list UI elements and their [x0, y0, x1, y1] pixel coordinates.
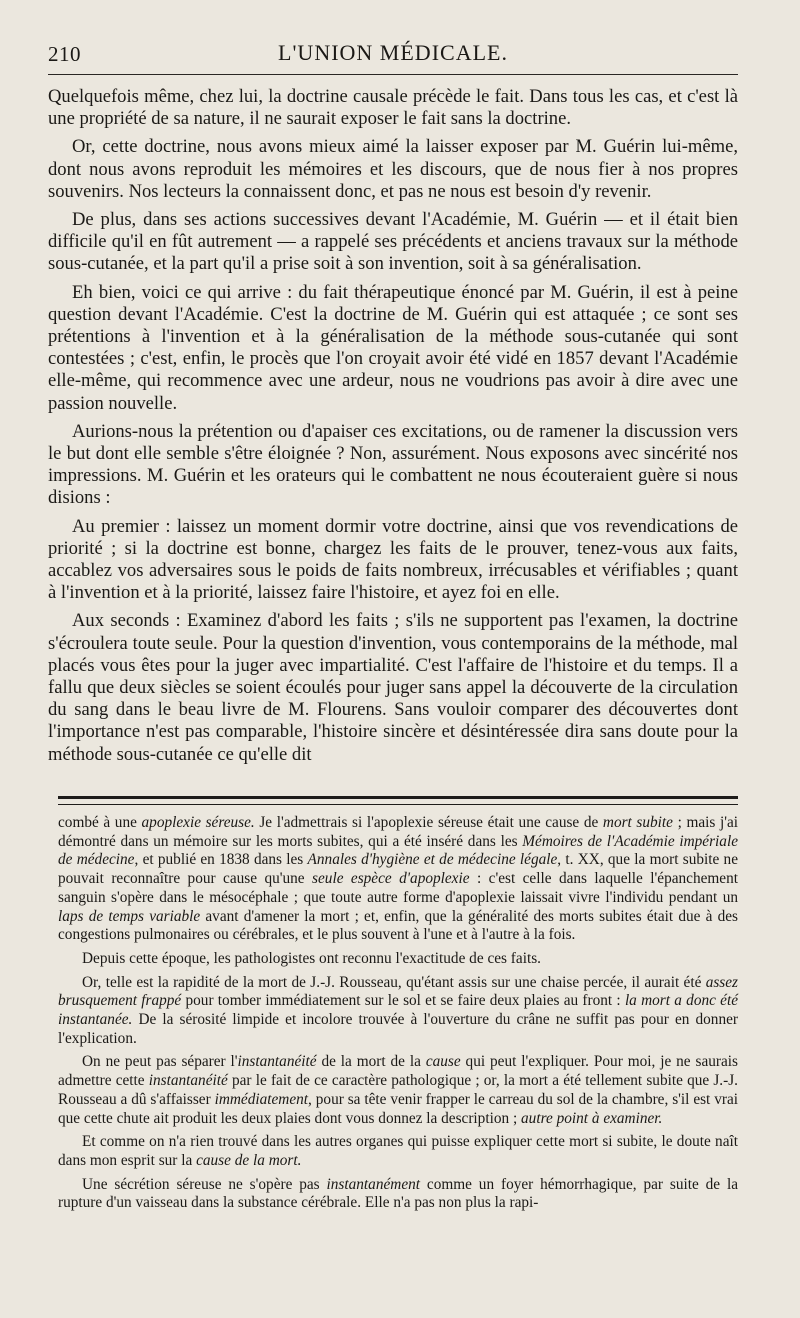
footnote-italic: mort subite	[602, 814, 673, 831]
footnote-italic: Mémoires de l'Académie impériale de médecine	[58, 832, 738, 869]
footnote-paragraph	[58, 814, 738, 945]
footnote-paragraph	[58, 974, 738, 1049]
footnote-italic: laps de temps variable	[58, 907, 201, 925]
footnote-text: avant d'amener la mort ; et, enfin, que la généralité des morts subites était due à des congestions pulmonaires ou cérébrales, et le plus souvent à l'une et à l'autre à la fois.	[58, 907, 738, 944]
main-paragraph: De plus, dans ses actions successives devant l'Académie, M. Guérin — et il était bien difficile qu'il en fût autrement — a rappelé ses précédents et anciens travaux sur la méthode sous-cutanée, et la part qu'il a prise soit à son invention, soit à sa généralisation.	[48, 209, 738, 275]
footnote-text: Et comme on n'a rien trouvé dans les autres organes qui puisse expliquer cette mort si subite, le doute naît dans mon esprit sur la	[58, 1133, 738, 1169]
footnote-italic: assez brusquement frappé	[58, 973, 738, 1010]
footnote-italic: autre point à examiner.	[521, 1109, 663, 1127]
main-paragraph: Quelquefois même, chez lui, la doctrine causale précède le fait. Dans tous les cas, et c'est là une propriété de sa nature, il ne saurait exposer le fait sans la doctrine.	[48, 86, 738, 130]
footnote-italic: instantanément	[326, 1175, 421, 1193]
footnote-text: qui peut l'expliquer. Pour moi, je ne saurais admettre cette	[58, 1053, 738, 1090]
footnote-italic: immédiatement	[214, 1090, 309, 1108]
footnote-italic: cause de la mort.	[196, 1151, 302, 1169]
footnote-paragraph	[58, 1176, 738, 1213]
footnote-italic: Annales d'hygiène et de médecine légale	[307, 851, 558, 869]
main-text	[48, 86, 738, 772]
footnote-italic: instantanéité	[148, 1072, 228, 1090]
running-title: L'UNION MÉDICALE.	[278, 40, 508, 65]
footnote-text: , et publié en 1838 dans les	[134, 851, 308, 869]
main-paragraph: Aux seconds : Examinez d'abord les faits ; s'ils ne supportent pas l'examen, la doctrine s'écroulera toute seule. Pour la question d'invention, vous contemporains de la méthode, mal placés vous êtes pour la juger avec impartialité. C'est l'affaire de l'histoire et du temps. Il a fallu que deux siècles se soient écoulés pour juger sans appel la découverte de la circulation du sang dans le beau livre de M. Flourens. Sans vouloir comparer des découvertes dont l'importance n'est pas comparable, l'histoire sincère et désintéressée dira sans doute pour la méthode sous-cutanée ce qu'elle dit	[48, 610, 738, 765]
footnote-italic: apoplexie séreuse.	[141, 814, 255, 831]
footnote-text: Je l'admettrais si l'apoplexie séreuse était une cause de	[254, 814, 603, 831]
footnote-text: Or, telle est la rapidité de la mort de J.-J. Rousseau, qu'étant assis sur une chaise percée, il aurait été	[82, 973, 706, 991]
footnote-text: , t. XX, que la mort subite ne pouvait reconnaître pour cause qu'une	[58, 851, 738, 888]
footnote-text: pour tomber immédiatement sur le sol et se faire deux plaies au front :	[181, 992, 625, 1010]
main-paragraph: Aurions-nous la prétention ou d'apaiser ces excitations, ou de ramener la discussion vers le but dont elle semble s'être éloignée ? Non, assurément. Nous exposons avec sincérité nos impressions. M. Guérin et les orateurs qui le combattent ne nous écouteraient guère si nous disions :	[48, 420, 738, 509]
main-paragraph: Or, cette doctrine, nous avons mieux aimé la laisser exposer par M. Guérin lui-même, dont nous avons reproduit les mémoires et les discours, que de nous fier à nos propres souvenirs. Nos lecteurs la connaissent donc, et pas ne nous est besoin d'y revenir.	[48, 136, 738, 202]
footnote-text: combé à une	[58, 814, 142, 831]
footnote-italic: cause	[425, 1053, 461, 1071]
footnote-text: On ne peut pas séparer l'	[82, 1053, 238, 1071]
main-paragraph: Au premier : laissez un moment dormir votre doctrine, ainsi que vos revendications de priorité ; si la doctrine est bonne, chargez les faits de le prouver, tenez-vous aux faits, accablez vos adversaires sous le poids de faits nombreux, irrécusables et vérifiables ; quant à l'invention et à la priorité, laissez faire l'histoire, et ayez foi en elle.	[48, 515, 738, 604]
footnote-paragraph: Depuis cette époque, les pathologistes ont reconnu l'exactitude de ces faits.	[82, 949, 541, 967]
footnote-divider	[58, 796, 738, 805]
footnote-text: de la mort de la	[316, 1053, 426, 1071]
footnote-text: , pour sa tête venir frapper le carreau du sol de la chambre, s'il est vrai que cette chute ait produit les deux plaies dont vous donnez la description ;	[58, 1090, 738, 1127]
footnote-italic: seule espèce d'apoplexie	[312, 870, 470, 888]
footnote-text: De la sérosité limpide et incolore trouvée à l'ouverture du crâne ne suffit pas pour en donner l'explication.	[58, 1011, 738, 1047]
page-number: 210	[48, 42, 81, 66]
page-header	[48, 38, 738, 68]
footnote-paragraph	[58, 1053, 738, 1128]
header-rule	[48, 74, 738, 75]
footnote-italic: la mort a donc été instantanée.	[58, 992, 738, 1029]
footnote-text: ; mais j'ai démontré dans un mémoire sur les morts subites, qui a été inséré dans les	[58, 814, 739, 850]
footnote-text: : c'est celle dans laquelle l'épanchement sanguin s'opère dans le mésocéphale ; que toute autre forme d'apoplexie laissait vivre l'individu pendant un	[58, 870, 738, 906]
footnote-text: Une sécrétion séreuse ne s'opère pas	[82, 1175, 327, 1193]
main-paragraph: Eh bien, voici ce qui arrive : du fait thérapeutique énoncé par M. Guérin, il est à peine question devant l'Académie. C'est la doctrine de M. Guérin qui est attaquée ; ce sont ses prétentions à l'invention et à la généralisation de la méthode sous-cutanée qui sont contestées ; c'est, enfin, le procès que l'on croyait avoir été vidé en 1857 devant l'Académie elle-même, qui recommence avec une ardeur, nous ne voudrions pas avoir à dire avec une passion nouvelle.	[48, 281, 738, 414]
footnote-paragraph	[58, 1133, 738, 1170]
footnote-text: par le fait de ce caractère pathologique ; or, la mort a été tellement subite que J.-J. Rousseau a dû s'affaisser	[58, 1072, 739, 1108]
footnote-text: comme un foyer hémorrhagique, par suite de la rupture d'un vaisseau dans la substance cérébrale. Elle n'a pas non plus la rapi-	[58, 1175, 738, 1212]
footnote-italic: instantanéité	[237, 1053, 317, 1071]
footnotes	[58, 814, 738, 1218]
